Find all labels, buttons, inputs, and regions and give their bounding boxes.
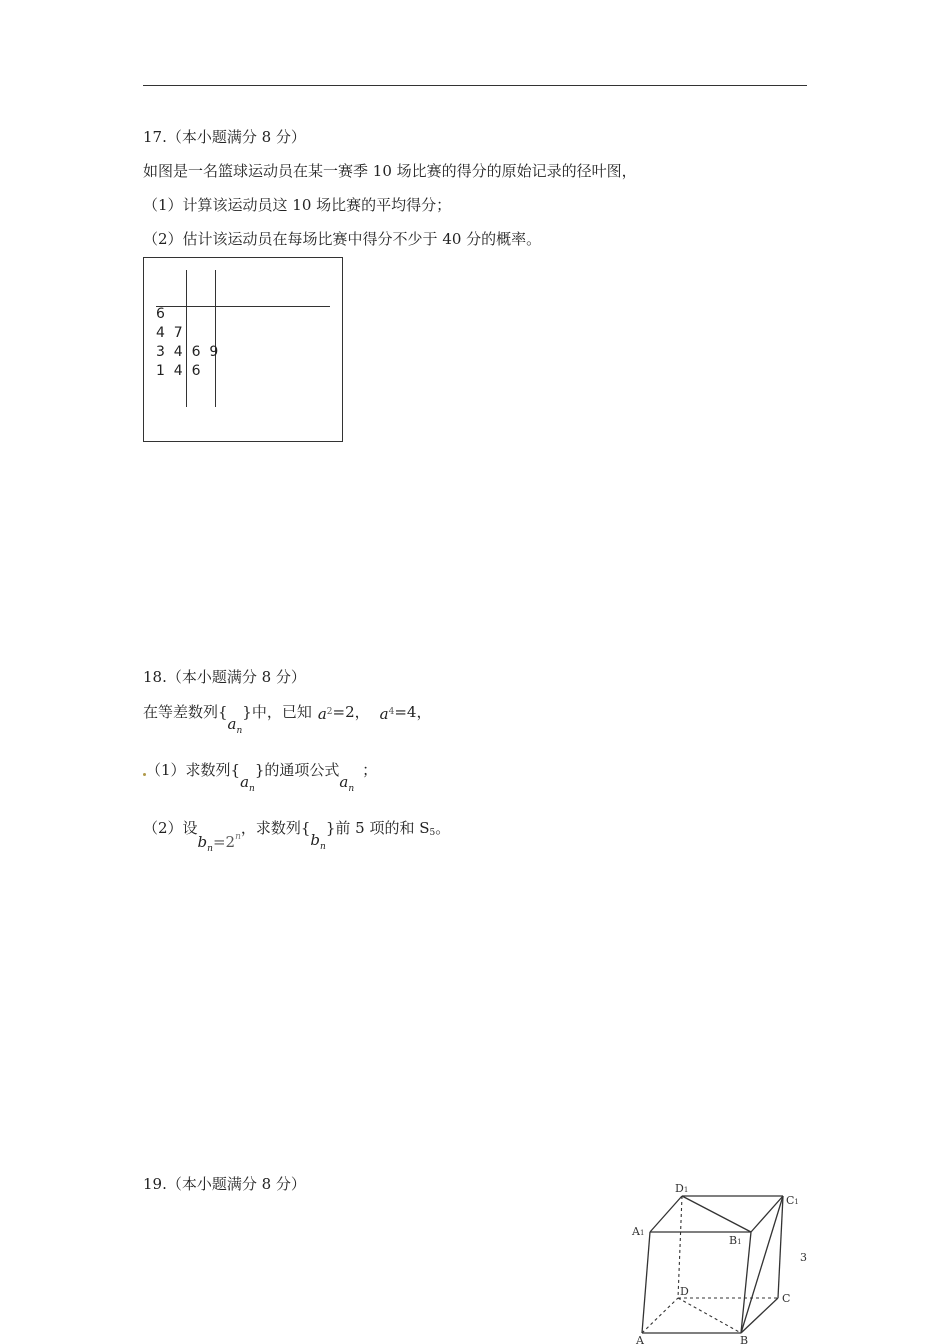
q18-part2-tail: 。 (435, 819, 451, 837)
diagonal-d1b1 (682, 1196, 751, 1232)
q18-part1 (146, 760, 378, 794)
stem-row: 1 4 6 (156, 363, 201, 379)
b-seq-symbol: b (310, 831, 321, 849)
b-sub: n (207, 844, 213, 854)
q18-part2-end: }前 5 项的和 S (325, 819, 430, 837)
b-symbol: b (197, 833, 208, 851)
a2-value: =2， (332, 703, 370, 721)
formula-a-sub: n (348, 784, 355, 794)
q18-part1-mid: }的通项公式 (254, 761, 340, 779)
q19-heading: 19.（本小题满分 8 分） (143, 1175, 306, 1193)
edge-a1a (642, 1232, 650, 1333)
label-side-3: 3 (800, 1251, 807, 1264)
label-c: C (782, 1292, 791, 1305)
q17-heading: 17.（本小题满分 8 分） (143, 128, 306, 146)
diagonal-db-hidden (678, 1298, 741, 1333)
q18-intro-mid: }中，已知 (242, 703, 312, 721)
seq-a-sub: n (249, 784, 255, 794)
edge-ad-hidden (642, 1298, 678, 1333)
header-rule (143, 85, 807, 86)
q18-intro (143, 702, 432, 736)
label-a1: A1 (632, 1225, 645, 1238)
a4-symbol: a (379, 705, 389, 723)
edge-d1d-hidden (678, 1196, 682, 1298)
edge-d1a1 (650, 1196, 682, 1232)
label-a: A (636, 1334, 644, 1344)
b-equation: =2 (212, 833, 236, 851)
b-seq-sub: n (320, 842, 326, 852)
q18-part2-prefix: （2）设 (143, 819, 198, 837)
a2-sub: 2 (326, 707, 333, 717)
q18-part2 (143, 818, 451, 854)
a2-symbol: a (317, 705, 327, 723)
q18-part1-prefix: （1）求数列{ (146, 761, 241, 779)
stem-row: 3 4 6 9 (156, 344, 219, 360)
s5-sub: 5 (429, 828, 436, 838)
label-c1: C1 (786, 1194, 799, 1207)
a4-sub: 4 (388, 707, 395, 717)
stem-header-rule (156, 306, 330, 307)
q17-intro: 如图是一名篮球运动员在某一赛季 10 场比赛的得分的原始记录的径叶图， (143, 162, 637, 180)
formula-a-symbol: a (339, 773, 349, 791)
q18-part2-mid: ，求数列{ (240, 819, 311, 837)
label-b1: B1 (729, 1234, 742, 1247)
seq-a-symbol: a (240, 773, 250, 791)
label-d1: D1 (675, 1182, 689, 1195)
stem-divider-1 (186, 270, 187, 407)
stem-row: 6 (156, 306, 165, 322)
label-d: D (680, 1285, 689, 1298)
exponent-sub: n (235, 832, 241, 842)
a4-value: =4， (394, 703, 432, 721)
prism-figure (628, 1178, 818, 1344)
q17-part2: （2）估计该运动员在每场比赛中得分不少于 40 分的概率。 (143, 230, 542, 248)
q18-intro-prefix: 在等差数列{ (143, 703, 228, 721)
q18-heading: 18.（本小题满分 8 分） (143, 668, 306, 686)
stem-row: 4 7 (156, 325, 183, 341)
seq-a-sub: n (236, 726, 243, 736)
stem-leaf-plot (143, 257, 343, 442)
q17-part1: （1）计算该运动员这 10 场比赛的平均得分； (143, 196, 452, 214)
seq-a-symbol: a (227, 715, 237, 733)
stem-divider-2 (215, 270, 216, 407)
label-b: B (740, 1334, 749, 1344)
q18-part1-end: ； (362, 761, 378, 779)
edge-c1b1 (751, 1196, 783, 1232)
